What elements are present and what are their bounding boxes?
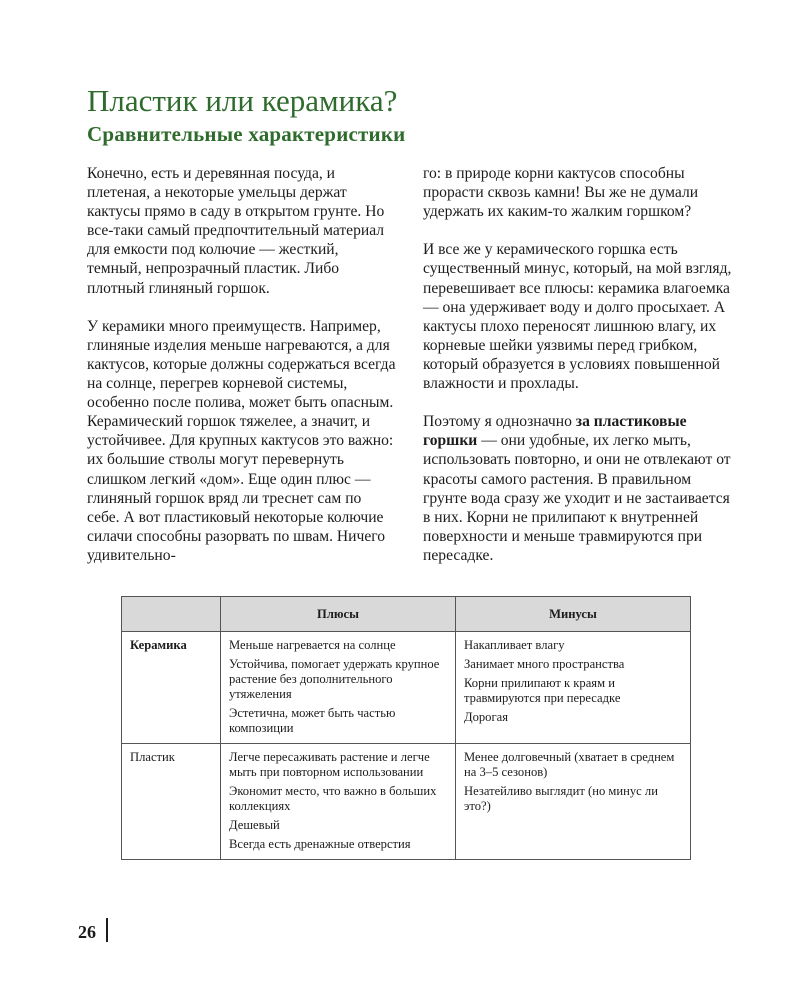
table-row: [122, 744, 691, 860]
plus-cell: [221, 744, 456, 860]
list-item: Накапливает влагу: [464, 638, 565, 652]
page-subtitle: Сравнительные характеристики: [87, 122, 406, 146]
paragraph: [423, 412, 733, 565]
list-item: Всегда есть дренажные отверстия: [229, 837, 411, 851]
list-item: Дорогая: [464, 710, 509, 724]
row-label-plastic: Пластик: [122, 744, 221, 860]
minus-cell: [456, 744, 691, 860]
page-number-divider: [106, 918, 108, 942]
comparison-table: [121, 596, 691, 860]
table-header-minus: Минусы: [456, 597, 691, 632]
paragraph: го: в природе корни кактусов способны прорасти сквозь камни! Вы же не думали удержать их каким-то жалким горшком?: [423, 165, 699, 221]
table-header-row: [122, 597, 691, 632]
list-item: Эстетична, может быть частью композиции: [229, 706, 396, 735]
list-item: Менее долговечный (хватает в среднем на 3–5 сезонов): [464, 750, 675, 779]
list-item: Незатейливо выглядит (но минус ли это?): [464, 784, 658, 813]
page-title: Пластик или керамика?: [87, 83, 398, 118]
text-column-left: [87, 164, 397, 584]
paragraph: У керамики много преимуществ. Например, глиняные изделия меньше нагреваются, а для кактусов, которые должны содержаться всегда на солнце, перегрев корневой системы, особенно после полива, может быть опасным. Керамический горшок тяжелее, а значит, и устойчивее. Для крупных кактусов это важно: их большие стволы могут перевернуть слишком легкий «дом». Еще один плюс — глиняный горшок вряд ли треснет сам по себе. А вот пластиковый некоторые колючие силачи способны разорвать по швам. Ничего удивительно-: [87, 317, 396, 564]
list-item: Меньше нагревается на солнце: [229, 638, 396, 652]
paragraph: И все же у керамического горшка есть существенный минус, который, на мой взгляд, перевешивает все плюсы: керамика влагоемка — она удерживает воду и долго просыхает. А кактусы плохо переносят лишнюю влагу, их корневые шейки уязвимы перед грибком, который образуется в условиях повышенной влажности и прохлады.: [423, 241, 732, 393]
list-item: Корни прилипают к краям и травмируются при пересадке: [464, 676, 621, 705]
emphasis-text: за пластиковые горшки: [423, 413, 687, 450]
plus-cell: [221, 632, 456, 744]
table-header-plus: Плюсы: [221, 597, 456, 632]
page-number: 26: [78, 922, 96, 942]
paragraph: Конечно, есть и деревянная посуда, и плетеная, а некоторые умельцы держат кактусы прямо в саду в открытом грунте. Но все-таки самый предпочтительный материал для емкости под колючие — жесткий, темный, непрозрачный пластик. Либо плотный глиняный горшок.: [87, 165, 385, 297]
list-item: Экономит место, что важно в больших коллекциях: [229, 784, 437, 813]
list-item: Устойчива, помогает удержать крупное растение без дополнительного утяжеления: [229, 657, 440, 701]
paragraph-text: — они удобные, их легко мыть, использовать повторно, и они не отвлекают от красоты самого растения. В правильном грунте вода сразу же уходит и не застаивается в них. Корни не прилипают к внутренней поверхности и меньше травмируются при пересадке.: [423, 432, 731, 564]
text-column-right: [423, 164, 733, 584]
row-label-ceramic: Керамика: [122, 632, 221, 744]
list-item: Легче пересаживать растение и легче мыть при повторном использовании: [229, 750, 430, 779]
table-row: [122, 632, 691, 744]
paragraph-text: Поэтому я однозначно: [423, 413, 576, 431]
list-item: Дешевый: [229, 818, 280, 832]
list-item: Занимает много пространства: [464, 657, 625, 671]
minus-cell: [456, 632, 691, 744]
table-header-empty: [122, 597, 221, 632]
